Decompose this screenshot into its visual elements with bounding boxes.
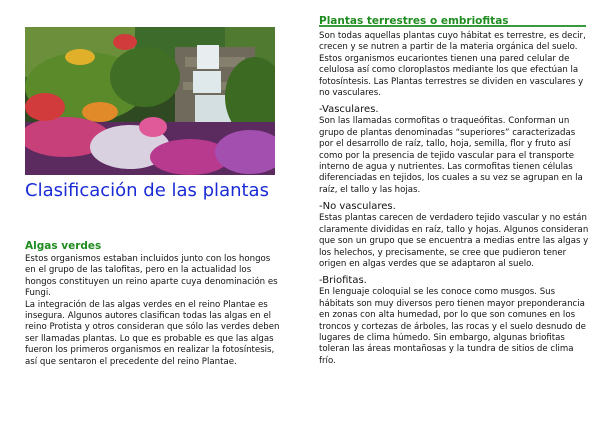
garden-waterfall-photo (25, 27, 275, 175)
left-column (25, 240, 283, 368)
vasculares-text: Son las llamadas cormofitas o traqueófitas. Conforman un grupo de plantas denominadas “superiores” caracterizadas por el desarrollo de raíz, tallo, hoja, semilla, flor y fruto así como por la presencia de tejido vascular para el transporte interno de agua y nutrientes. Las cormofitas tienen células diferenciadas en tejidos, los cuales a su vez se agrupan en la raíz, el tallo y las hojas. (319, 116, 583, 195)
algas-paragraph-2: La integración de las algas verdes en el reino Plantae es insegura. Algunos autores clasifican todas las algas en el reino Protista y otros consideran que sólo las verdes deben ser llamadas plantas. Lo que es probable es que las algas fueron los primeros organismos en realizar la fotosíntesis, así que sentaron el precedente del reino Plantae. (25, 299, 280, 367)
right-column (319, 15, 589, 367)
algas-paragraph-1: Estos organismos estaban incluidos junto con los hongos en el grupo de las talofitas, pero en la actualidad los hongos constituyen un reino aparte cuya denominación es Fungi. (25, 254, 278, 299)
briofitas-text: En lenguaje coloquial se les conoce como musgos. Sus hábitats son muy diversos pero tienen mayor preponderancia en zonas con alta humedad, por lo que son comunes en los troncos y cortezas de árboles, las rocas y el suelo desnudo de lugares de clima húmedo. Sin embargo, algunas briofitas toleran las áreas montañosas y la tundra de sitios de clima frío. (319, 287, 586, 366)
terrestres-intro: Son todas aquellas plantas cuyo hábitat es terrestre, es decir, crecen y se nutren a partir de la materia orgánica del suelo. Estos organismos eucariontes tienen una pared celular de celulosa así como cloroplastos mediante los que efectúan la fotosíntesis. Las Plantas terrestres se dividen en vasculares y no vasculares. (319, 31, 586, 99)
subheading-briofitas: -Briofitas. (319, 275, 367, 287)
page-title: Clasificación de las plantas (25, 180, 269, 201)
section-heading-terrestres: Plantas terrestres o embriofitas (319, 15, 509, 27)
section-heading-algas: Algas verdes (25, 240, 102, 252)
subheading-vasculares: -Vasculares. (319, 104, 379, 116)
no-vasculares-text: Estas plantas carecen de verdadero tejido vascular y no están claramente divididas en raíz, tallo y hojas. Algunos consideran que son un grupo que se encuentra a medias entre las algas y los helechos, y precisamente, se cree que pudieron tener origen en algas verdes que se adaptaron al suelo. (319, 213, 589, 269)
subheading-no-vasculares: -No vasculares. (319, 201, 396, 213)
